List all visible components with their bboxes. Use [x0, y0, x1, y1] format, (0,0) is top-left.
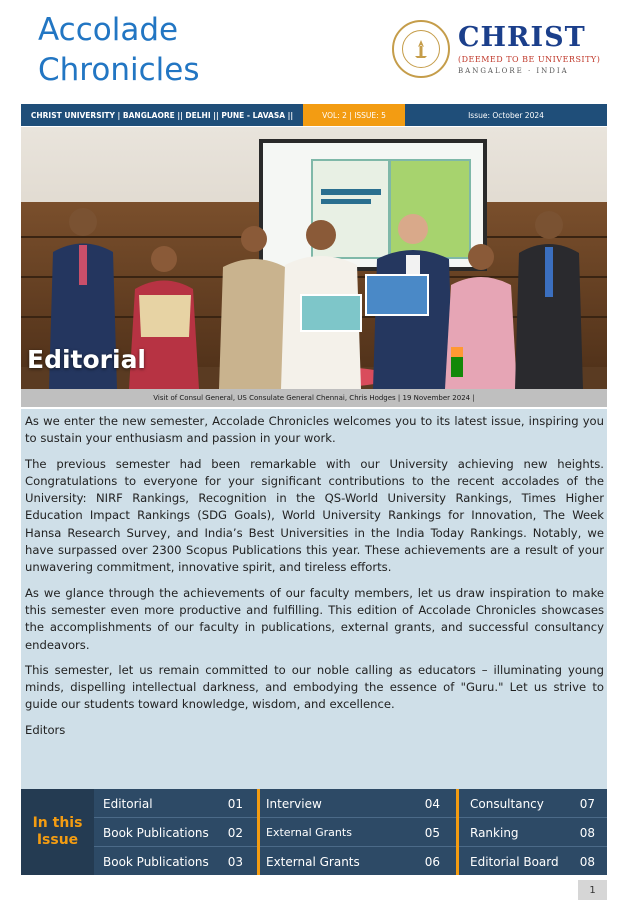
toc-item-consultancy[interactable]: Consultancy — [470, 796, 544, 811]
toc-item-ranking[interactable]: Ranking — [470, 825, 519, 840]
toc-item-external-grants[interactable]: External Grants — [266, 826, 352, 839]
logo-location: BANGALORE · INDIA — [458, 67, 569, 75]
logo-wordmark: CHRIST — [458, 22, 586, 53]
article-signature: Editors — [25, 722, 66, 737]
toc-page-number: 08 — [579, 854, 595, 869]
toc-page-number: 02 — [227, 825, 243, 840]
toc-page-number: 08 — [579, 825, 595, 840]
christ-university-logo — [392, 20, 602, 82]
toc-row-divider — [94, 846, 607, 847]
toc-column-divider — [456, 789, 459, 875]
cover-photo — [21, 127, 607, 389]
article-paragraph: As we glance through the achievements of our faculty members, let us draw inspiration to make this semester even more productive and fulfilling. This edition of Accolade Chronicles showcases the accomplishments of our faculty in publications, external grants, and successful consultancy endeavors. — [25, 585, 604, 652]
article-paragraph: As we enter the new semester, Accolade Chronicles welcomes you to its latest issue, inspiring you to sustain your enthusiasm and passion in your work. — [25, 414, 604, 446]
toc-row-divider — [94, 817, 607, 818]
toc-item-external-grants[interactable]: External Grants — [266, 854, 360, 869]
toc-column-divider — [257, 789, 260, 875]
article-paragraph: The previous semester had been remarkable with our University achieving new heights. Congratulations to everyone for your significant contributions to the recent accolades of the University: NIRF Rankings, Recognition in the QS-World University Rankings, Times Higher Education Impact Rankings (SDG Goals), World University Rankings for Innovation, The Week Hansa Research Survey, and India’s Best Universities in the India Today Rankings. Notably, we have surpassed over 2300 Scopus Publications this year. These achievements are a result of your unwavering commitment, innovative spirit, and tireless efforts. — [25, 456, 604, 575]
photo-caption: Visit of Consul General, US Consulate General Chennai, Chris Hodges | 19 November 2024 | — [21, 389, 607, 407]
toc-page-number: 04 — [424, 796, 440, 811]
editorial-overlay-label: Editorial — [27, 345, 147, 374]
toc-page-number: 05 — [424, 825, 440, 840]
article-paragraph: This semester, let us remain committed to our noble calling as educators – illuminating young minds, dispelling intellectual darkness, and embodying the essence of "Guru." Let us strive to guide our students toward knowledge, wisdom, and excellence. — [25, 662, 604, 712]
badge-line-2: Issue — [36, 832, 79, 848]
in-this-issue-badge — [21, 789, 94, 875]
toc-item-book-publications[interactable]: Book Publications — [103, 825, 209, 840]
title-line-1: Accolade — [38, 12, 179, 48]
toc-page-number: 01 — [227, 796, 243, 811]
toc-page-number: 07 — [579, 796, 595, 811]
toc-item-editorial-board[interactable]: Editorial Board — [470, 854, 559, 869]
toc-item-interview[interactable]: Interview — [266, 796, 322, 811]
ribbon-campuses: CHRIST UNIVERSITY | BANGLAORE || DELHI || PUNE - LAVASA || — [30, 110, 294, 120]
newsletter-title — [38, 10, 199, 90]
ribbon-issue-date: Issue: October 2024 — [468, 110, 544, 120]
ribbon-volume: VOL: 2 | ISSUE: 5 — [303, 104, 405, 126]
university-seal-icon — [392, 20, 450, 78]
toc-page-number: 06 — [424, 854, 440, 869]
editorial-article — [21, 409, 607, 789]
in-this-issue-box — [21, 789, 607, 875]
title-line-2: Chronicles — [38, 52, 200, 88]
issue-ribbon — [21, 104, 607, 126]
badge-line-1: In this — [32, 815, 83, 831]
toc-page-number: 03 — [227, 854, 243, 869]
page-number: 1 — [578, 880, 607, 900]
toc-item-book-publications[interactable]: Book Publications — [103, 854, 209, 869]
logo-subtitle: (DEEMED TO BE UNIVERSITY) — [458, 55, 601, 64]
toc-item-editorial[interactable]: Editorial — [103, 796, 153, 811]
